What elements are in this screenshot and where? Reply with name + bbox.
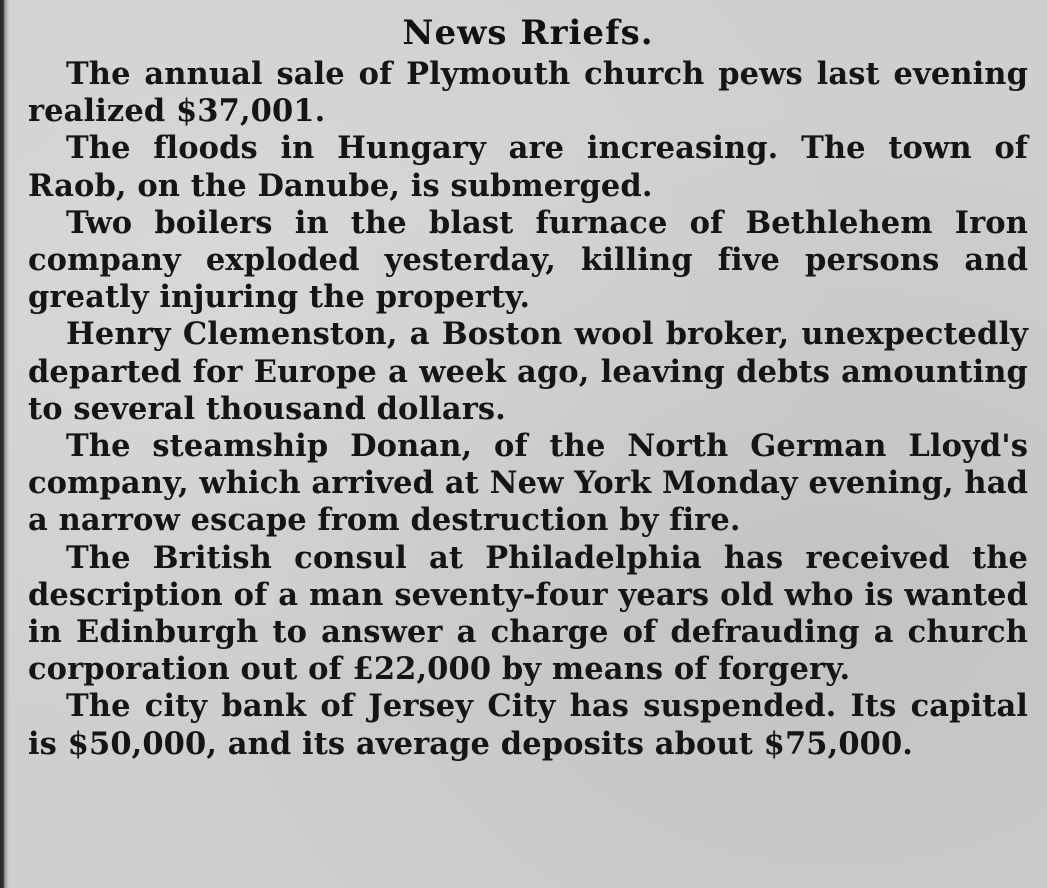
news-item-donan: The steamship Donan, of the North German Lloyd's company, which arrived at New York Monday evening, had a narrow escape from destruction by fire. — [28, 428, 1028, 539]
news-item-jersey-city-bank: The city bank of Jersey City has suspended. Its capital is $50,000, and its average deposits about $75,000. — [28, 688, 1028, 762]
news-item-british-consul: The British consul at Philadelphia has received the description of a man seventy-four years old who is wanted in Edinburgh to answer a charge of defrauding a church corporation out of £22,000 by means of forgery. — [28, 539, 1028, 688]
news-item-bethlehem: Two boilers in the blast furnace of Bethlehem Iron company exploded yesterday, killing five persons and greatly injuring the property. — [28, 204, 1028, 316]
article-column — [28, 10, 1028, 763]
news-item-hungary: The floods in Hungary are increasing. The town of Raob, on the Danube, is submerged. — [28, 130, 1028, 204]
article-heading: News Rriefs. — [402, 13, 654, 53]
news-item-plymouth: The annual sale of Plymouth church pews last evening realized $37,001. — [28, 56, 1028, 130]
column-rule — [0, 0, 9, 888]
news-item-clemenston: Henry Clemenston, a Boston wool broker, unexpectedly departed for Europe a week ago, leaving debts amounting to several thousand dollars. — [28, 316, 1028, 427]
